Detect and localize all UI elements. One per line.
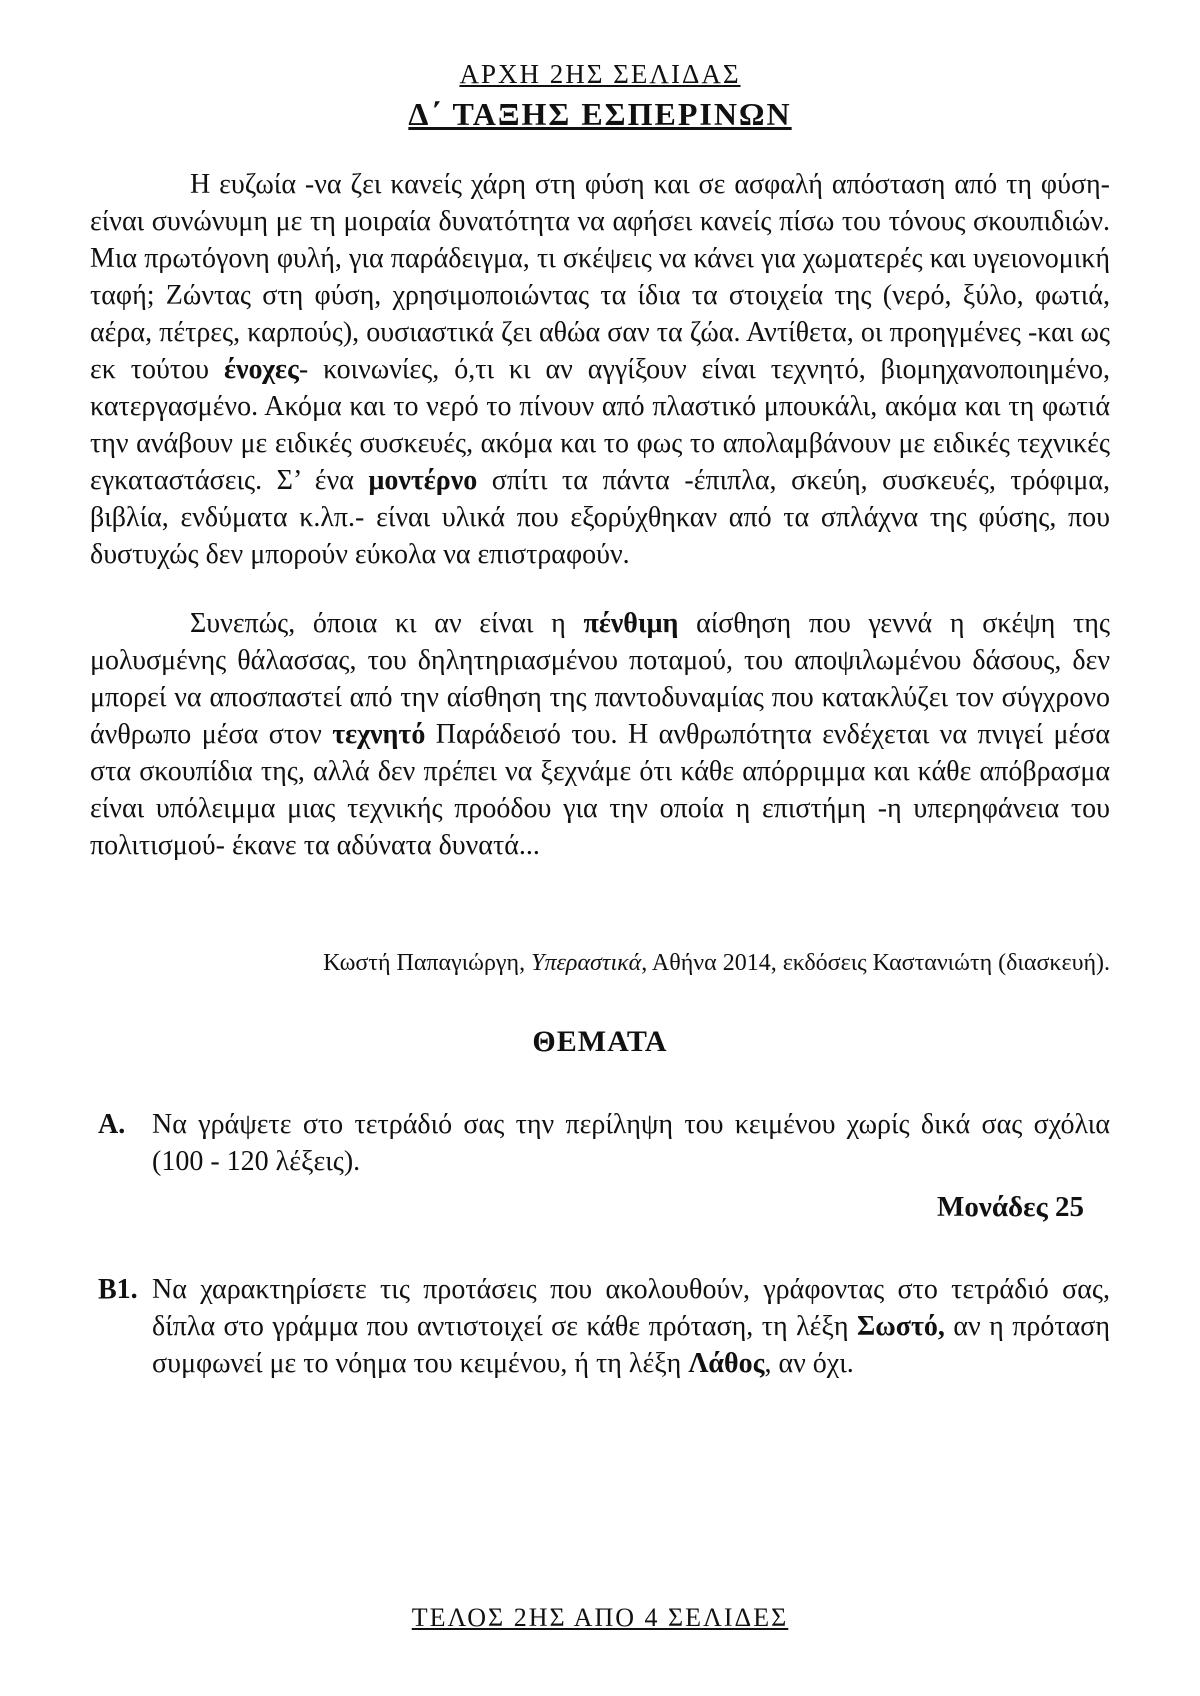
task-A (90, 1106, 1110, 1180)
source-citation: Κωστή Παπαγιώργη, Υπεραστικά, Αθήνα 2014, εκδόσεις Καστανιώτη (διασκευή). (323, 950, 1110, 976)
class-title: Δ΄ ΤΑΞΗΣ ΕΣΠΕΡΙΝΩΝ (408, 96, 792, 132)
task-A-text: Να γράψετε στο τετράδιό σας την περίληψη του κειμένου χωρίς δικά σας σχόλια (100 - 120 λέξεις). (152, 1109, 1110, 1177)
task-B1-text: Να χαρακτηρίσετε τις προτάσεις που ακολουθούν, γράφοντας στο τετράδιό σας, δίπλα στο γράμμα που αντιστοιχεί σε κάθε πρόταση, τη λέξη Σωστό, αν η πρόταση συμφωνεί με το νόημα του κειμένου, ή τη λέξη Λάθος, αν όχι. (152, 1274, 1110, 1379)
reading-text-paragraph-2: Συνεπώς, όποια κι αν είναι η πένθιμη αίσθηση που γεννά η σκέψη της μολυσμένης θάλασσας, του δηλητηριασμένου ποταμού, του αποψιλωμένου δάσους, δεν μπορεί να αποσπαστεί από την αίσθηση της παντοδυναμίας που κατακλύζει τον σύγχρονο άνθρωπο μέσα στον τεχνητό Παράδεισό του. Η ανθρωπότητα ενδέχεται να πνιγεί μέσα στα σκουπίδια της, αλλά δεν πρέπει να ξεχνάμε ότι κάθε απόρριμμα και κάθε απόβρασμα είναι υπόλειμμα μιας τεχνικής προόδου για την οποία η επιστήμη -η υπερηφάνεια του πολιτισμού- έκανε τα αδύνατα δυνατά... (90, 608, 1110, 861)
task-A-points: Μονάδες 25 (937, 1191, 1084, 1223)
page-start-marker: ΑΡΧΗ 2ΗΣ ΣΕΛΙΔΑΣ (459, 59, 741, 89)
page-end-marker: ΤΕΛΟΣ 2ΗΣ ΑΠΟ 4 ΣΕΛΙΔΕΣ (411, 1603, 789, 1632)
task-B1 (90, 1271, 1110, 1382)
reading-text-paragraph-1: Η ευζωία -να ζει κανείς χάρη στη φύση και σε ασφαλή απόσταση από τη φύση- είναι συνώνυμη με τη μοιραία δυνατότητα να αφήσει κανείς πίσω του τόνους σκουπιδιών. Μια πρωτόγονη φυλή, για παράδειγμα, τι σκέψεις να κάνει για χωματερές και υγειονομική ταφή; Ζώντας στη φύση, χρησιμοποιώντας τα ίδια τα στοιχεία της (νερό, ξύλο, φωτιά, αέρα, πέτρες, καρπούς), ουσιαστικά ζει αθώα σαν τα ζώα. Αντίθετα, οι προηγμένες -και ως εκ τούτου ένοχες- κοινωνίες, ό,τι κι αν αγγίξουν είναι τεχνητό, βιομηχανοποιημένο, κατεργασμένο. Ακόμα και το νερό το πίνουν από πλαστικό μπουκάλι, ακόμα και τη φωτιά την ανάβουν με ειδικές συσκευές, ακόμα και το φως το απολαμβάνουν με ειδικές τεχνικές εγκαταστάσεις. Σ’ ένα μοντέρνο σπίτι τα πάντα -έπιπλα, σκεύη, συσκευές, τρόφιμα, βιβλία, ενδύματα κ.λπ.- είναι υλικά που εξορύχθηκαν από τα σπλάχνα της φύσης, που δυστυχώς δεν μπορούν εύκολα να επιστραφούν. (90, 169, 1110, 570)
themata-heading: ΘΕΜΑΤΑ (532, 1025, 668, 1058)
task-A-label: Α. (98, 1109, 126, 1140)
task-B1-label: Β1. (98, 1274, 138, 1305)
